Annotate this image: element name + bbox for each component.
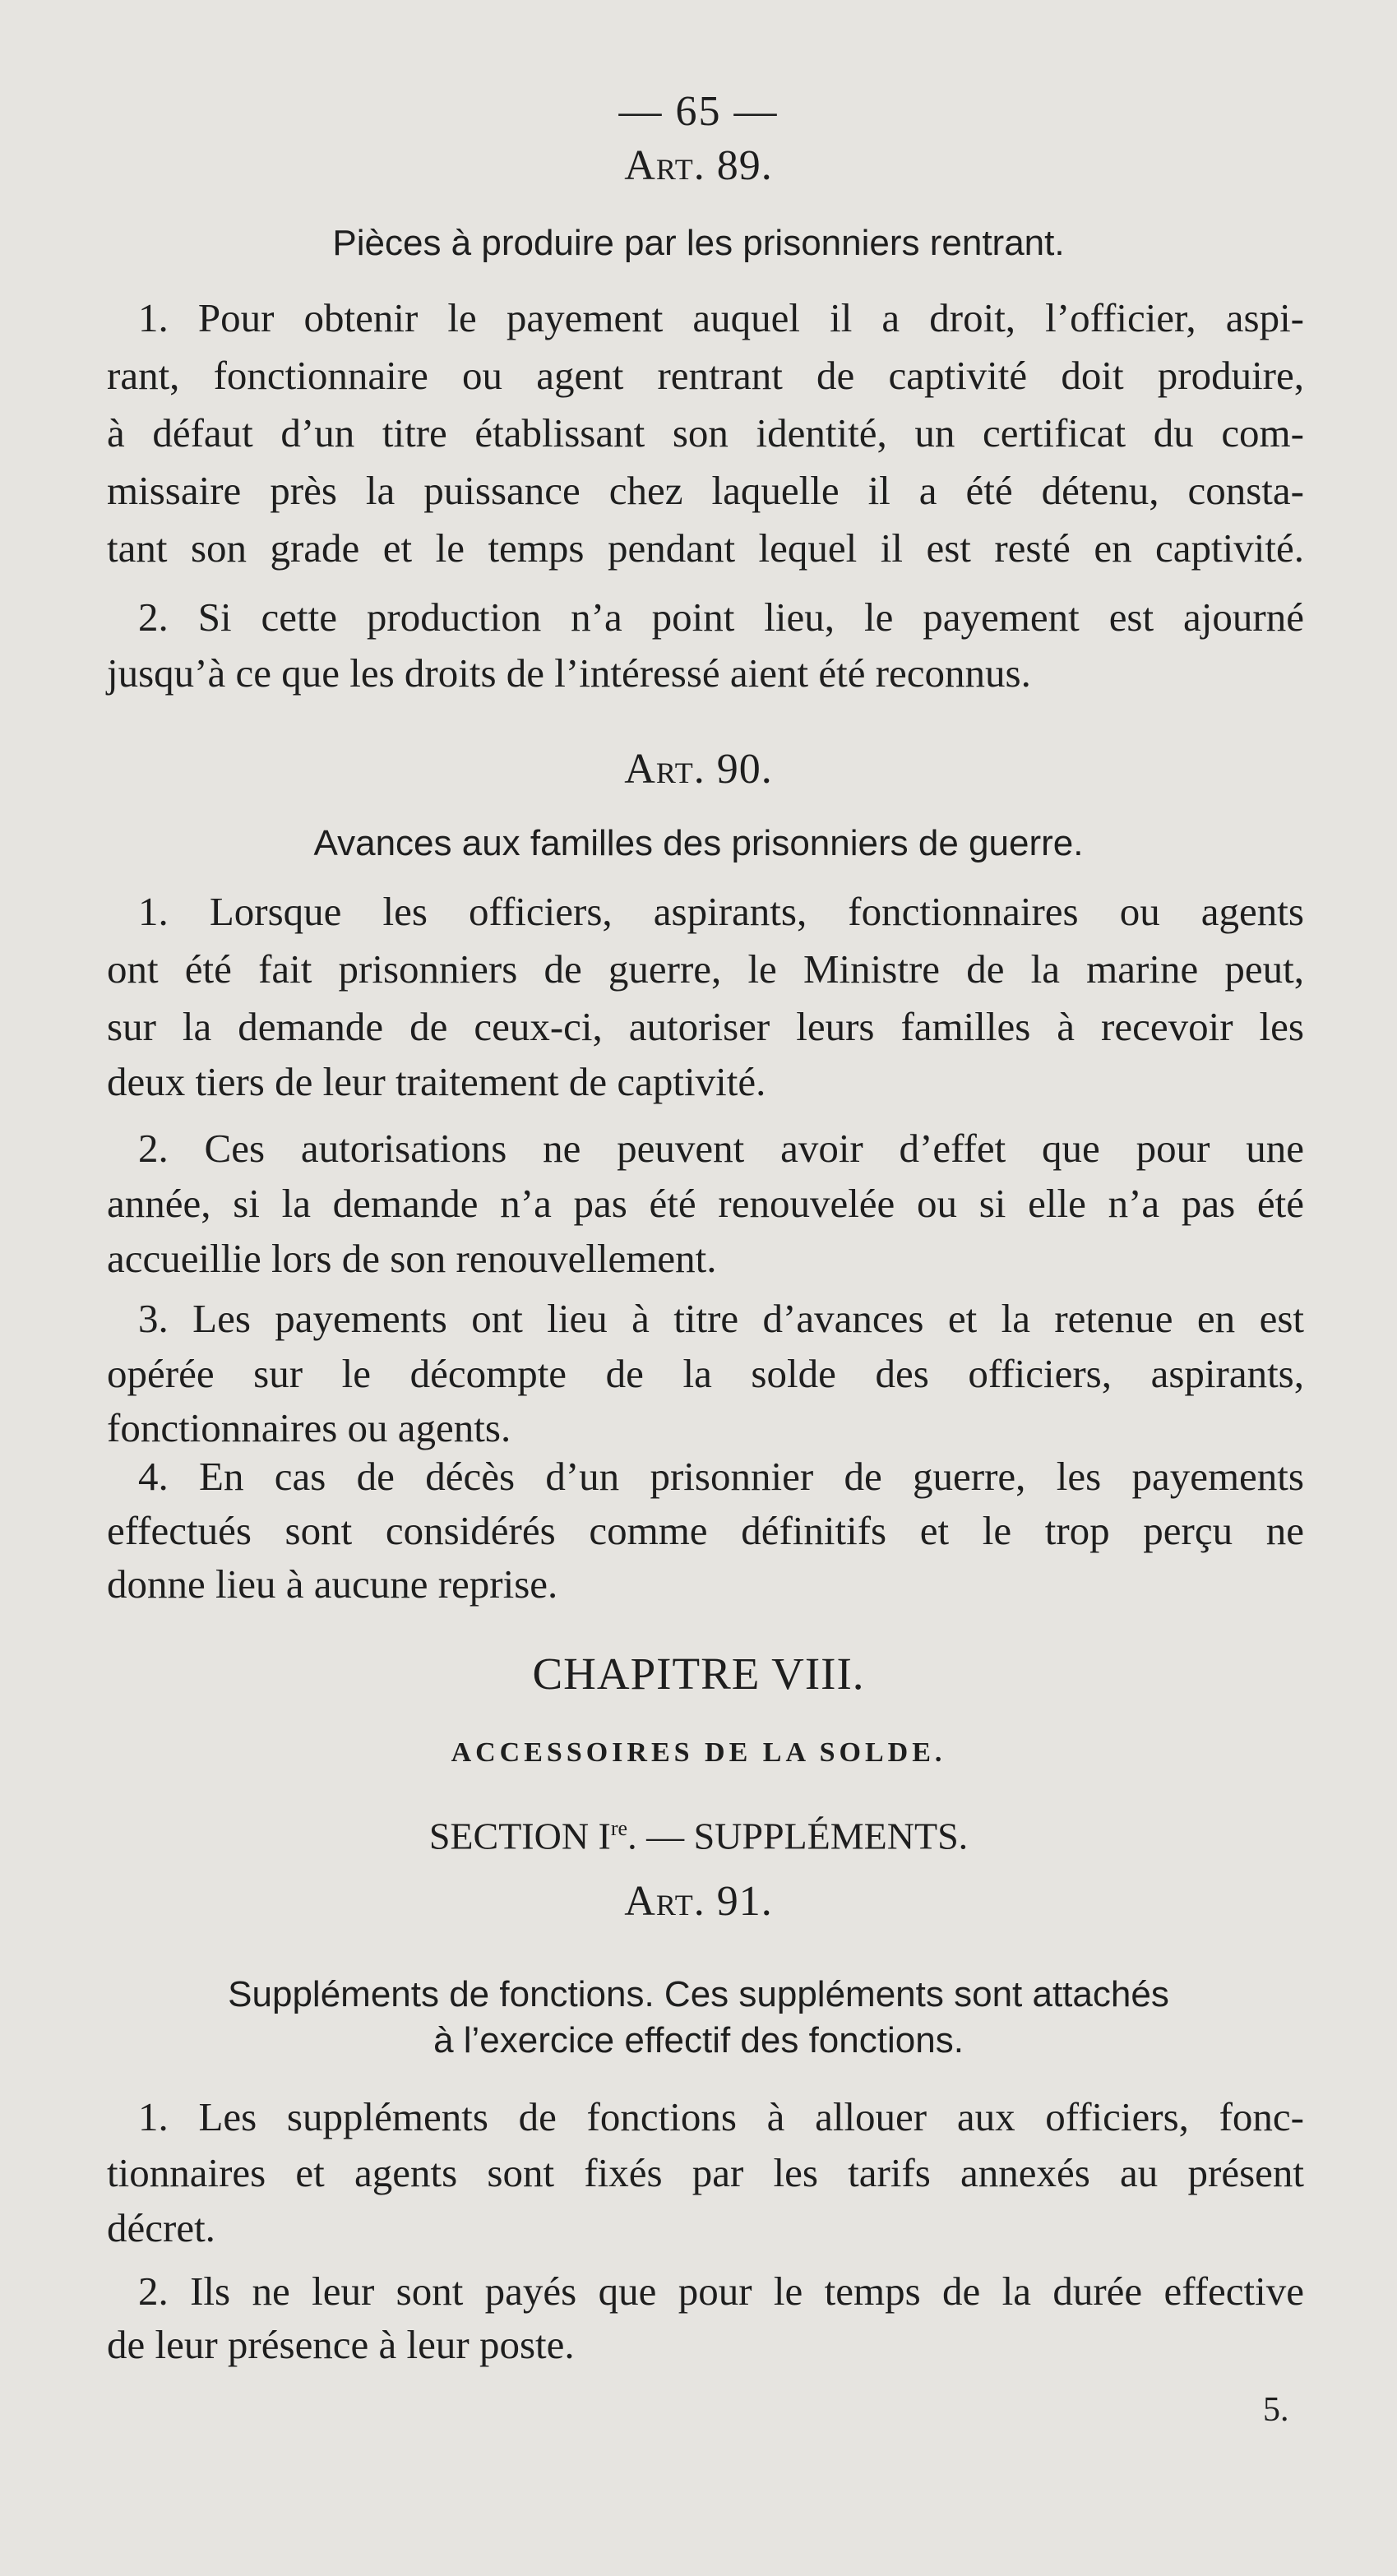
paragraph-line: missaire près la puissance chez laquelle il a été détenu, consta- [107, 468, 1304, 513]
paragraph-line: accueillie lors de son renouvellement. [107, 1236, 717, 1281]
chapter-subheading: ACCESSOIRES DE LA SOLDE. [451, 1737, 946, 1768]
paragraph-line: année, si la demande n’a pas été renouvelée ou si elle n’a pas été [107, 1181, 1304, 1226]
article-91-heading: Art. 91. [624, 1878, 773, 1925]
paragraph-line: tant son grade et le temps pendant lequel il est resté en captivité. [107, 525, 1304, 571]
article-90-heading: Art. 90. [624, 746, 773, 793]
paragraph-line: ont été fait prisonniers de guerre, le Ministre de la marine peut, [107, 946, 1304, 992]
article-91-title-line: Suppléments de fonctions. Ces suppléments sont attachés [228, 1974, 1169, 2014]
paragraph-line: sur la demande de ceux-ci, autoriser leurs familles à recevoir les [107, 1004, 1304, 1049]
paragraph-line: 3. Les payements ont lieu à titre d’avances et la retenue en est [138, 1296, 1304, 1341]
paragraph-line: 2. Ils ne leur sont payés que pour le temps de la durée effective [138, 2268, 1304, 2314]
paragraph-line: à défaut d’un titre établissant son identité, un certificat du com- [107, 410, 1304, 456]
paragraph-line: effectués sont considérés comme définitifs et le trop perçu ne [107, 1508, 1304, 1553]
paragraph-line: fonctionnaires ou agents. [107, 1405, 511, 1450]
article-90-title: Avances aux familles des prisonniers de guerre. [313, 823, 1084, 863]
article-89-heading: Art. 89. [624, 142, 773, 189]
page-number: — 65 — [618, 88, 779, 135]
paragraph-line: 1. Lorsque les officiers, aspirants, fonctionnaires ou agents [138, 889, 1304, 934]
paragraph-line: 2. Si cette production n’a point lieu, le payement est ajourné [138, 594, 1304, 640]
paragraph-line: 1. Pour obtenir le payement auquel il a droit, l’officier, aspi- [138, 295, 1304, 340]
article-91-title-line: à l’exercice effectif des fonctions. [433, 2020, 964, 2060]
paragraph-line: 1. Les suppléments de fonctions à allouer aux officiers, fonc- [138, 2094, 1304, 2139]
section-heading [0, 1805, 1397, 1860]
paragraph-line: donne lieu à aucune reprise. [107, 1561, 558, 1607]
paragraph-line: tionnaires et agents sont fixés par les tarifs annexés au présent [107, 2150, 1304, 2195]
signature-mark: 5. [1263, 2391, 1289, 2429]
section-superscript: re [610, 1816, 628, 1840]
paragraph-line: 2. Ces autorisations ne peuvent avoir d’effet que pour une [138, 1126, 1304, 1171]
paragraph-line: opérée sur le décompte de la solde des officiers, aspirants, [107, 1351, 1304, 1396]
section-suffix: . — SUPPLÉMENTS. [627, 1815, 969, 1857]
paragraph-line: 4. En cas de décès d’un prisonnier de guerre, les payements [138, 1454, 1304, 1499]
paragraph-line: deux tiers de leur traitement de captivité. [107, 1059, 766, 1104]
chapter-heading: CHAPITRE VIII. [532, 1649, 865, 1699]
paragraph-line: jusqu’à ce que les droits de l’intéressé aient été reconnus. [107, 650, 1031, 696]
section-prefix: SECTION I [428, 1815, 611, 1857]
article-89-title: Pièces à produire par les prisonniers rentrant. [332, 223, 1065, 263]
paragraph-line: rant, fonctionnaire ou agent rentrant de captivité doit produire, [107, 353, 1304, 398]
paragraph-line: décret. [107, 2205, 215, 2250]
paragraph-line: de leur présence à leur poste. [107, 2322, 575, 2367]
